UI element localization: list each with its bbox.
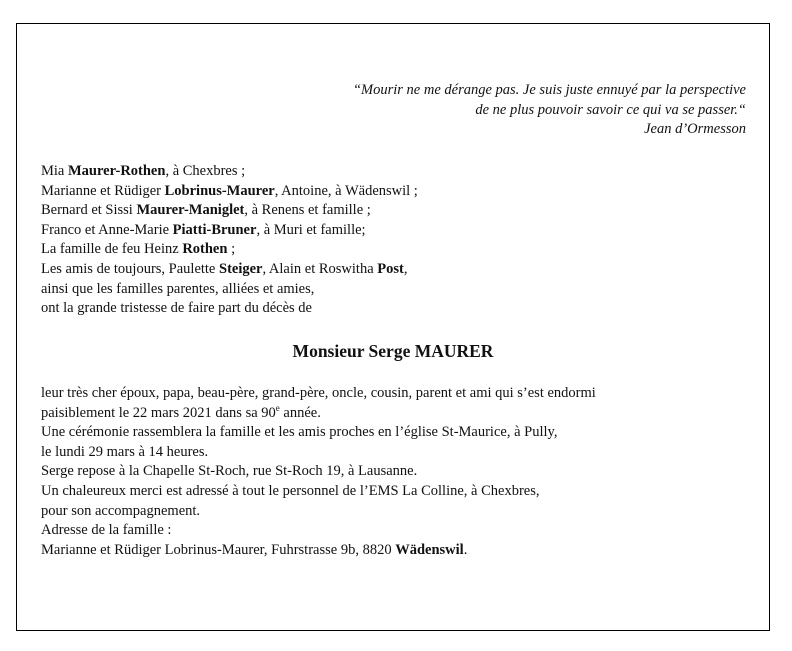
- body-line: Un chaleureux merci est adressé à tout le personnel de l’EMS La Colline, à Chexbres,: [41, 482, 540, 499]
- mourner-line: La famille de feu Heinz Rothen ;: [41, 241, 236, 258]
- body-line: Adresse de la famille :: [41, 522, 172, 539]
- body-line: Serge repose à la Chapelle St-Roch, rue St-Roch 19, à Lausanne.: [41, 463, 418, 480]
- body-line: Une cérémonie rassemblera la famille et les amis proches en l’église St-Maurice, à Pully,: [41, 424, 558, 441]
- mourner-line: Bernard et Sissi Maurer-Maniglet, à Renens et famille ;: [41, 202, 371, 219]
- body-line: le lundi 29 mars à 14 heures.: [41, 443, 209, 460]
- quote-author: Jean d’Ormesson: [644, 121, 746, 137]
- friends-line: Les amis de toujours, Paulette Steiger, Alain et Roswitha Post,: [41, 260, 408, 277]
- mourners-list: [41, 162, 418, 319]
- families-line: ainsi que les familles parentes, alliées et amies,: [41, 280, 315, 297]
- quote-line: de ne plus pouvoir savoir ce qui va se passer.“: [475, 101, 746, 118]
- deceased-name: Monsieur Serge MAURER: [292, 341, 494, 361]
- announcement-line: ont la grande tristesse de faire part du décès de: [41, 300, 312, 317]
- notice-body: [41, 384, 596, 560]
- quote-line: “Mourir ne me dérange pas. Je suis juste ennuyé par la perspective: [352, 82, 746, 98]
- family-address: Marianne et Rüdiger Lobrinus-Maurer, Fuhrstrasse 9b, 8820 Wädenswil.: [41, 541, 468, 558]
- epigraph-quote: [353, 81, 746, 140]
- body-line: paisiblement le 22 mars 2021 dans sa 90e année.: [41, 402, 321, 421]
- mourner-line: Marianne et Rüdiger Lobrinus-Maurer, Antoine, à Wädenswil ;: [41, 182, 418, 199]
- mourner-line: Mia Maurer-Rothen, à Chexbres ;: [41, 163, 246, 179]
- body-line: pour son accompagnement.: [41, 502, 201, 519]
- mourner-line: Franco et Anne-Marie Piatti-Bruner, à Muri et famille;: [41, 221, 366, 238]
- body-line: leur très cher époux, papa, beau-père, grand-père, oncle, cousin, parent et ami qui s’est endormi: [41, 385, 596, 401]
- notice-frame: [16, 23, 770, 631]
